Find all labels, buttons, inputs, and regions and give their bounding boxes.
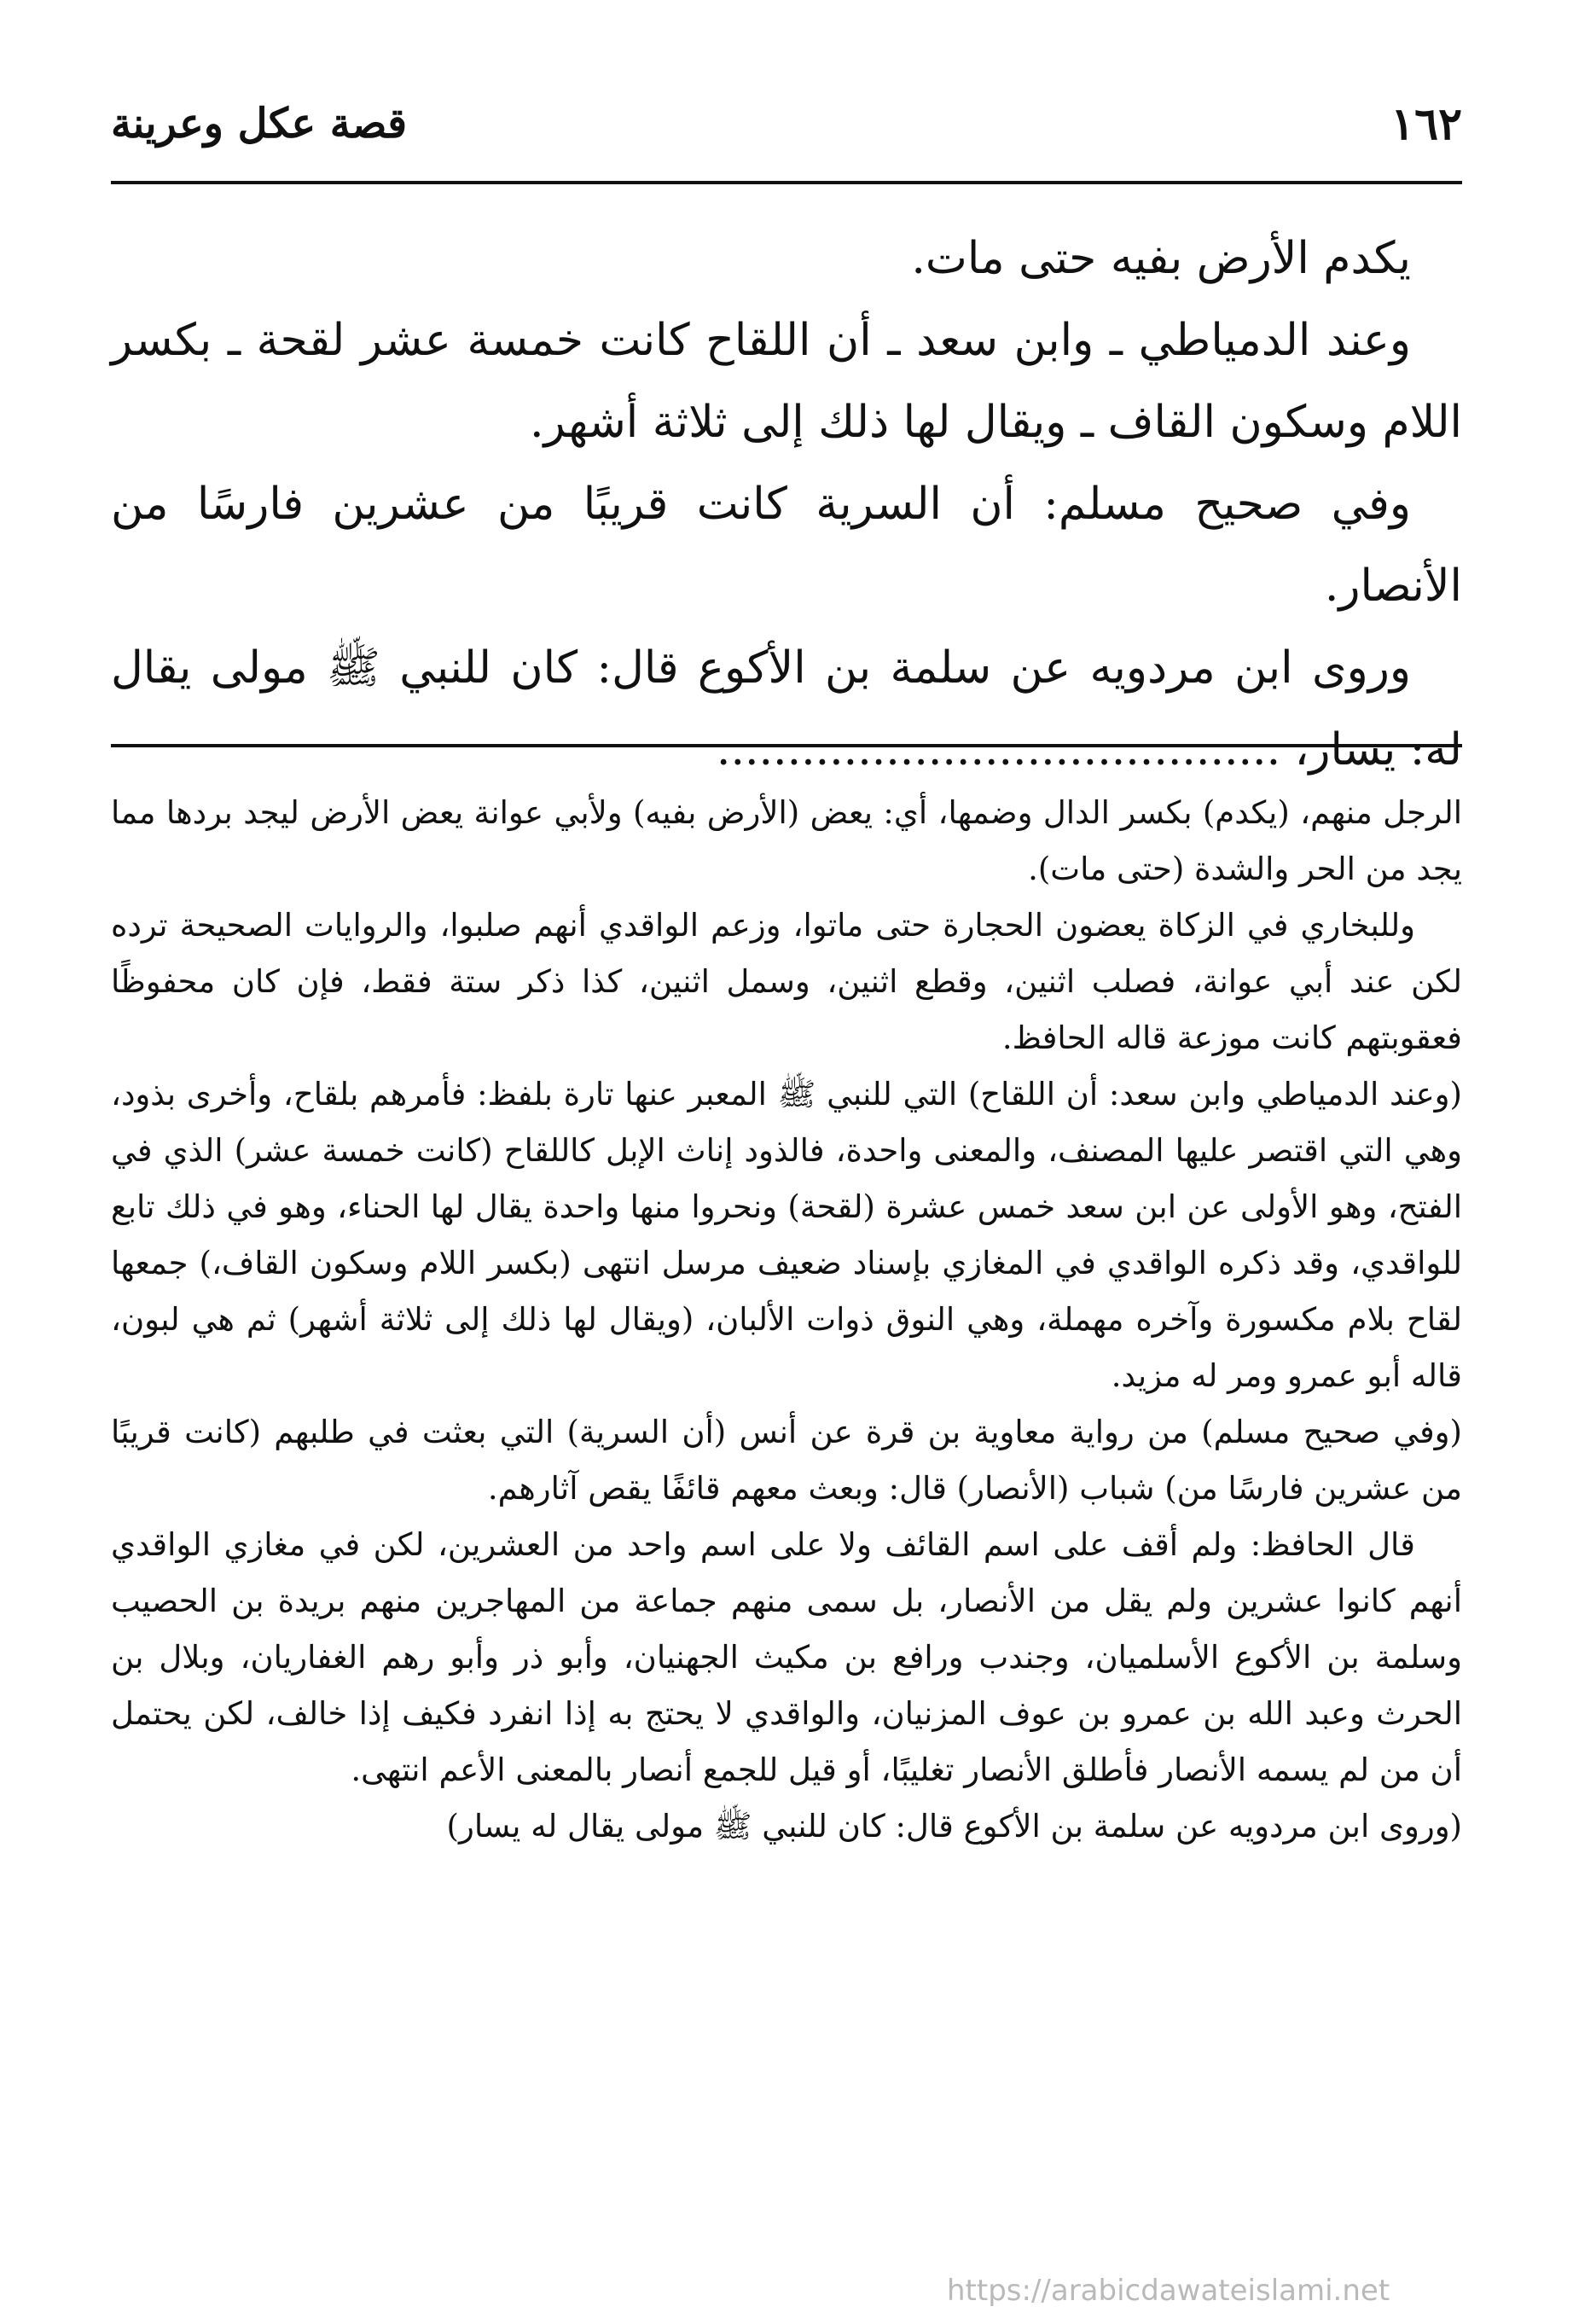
continuation-dots: ........................................ [716, 724, 1281, 776]
header-rule [111, 181, 1462, 184]
page-number: ١٦٢ [1390, 97, 1462, 150]
commentary-paragraph: (وفي صحيح مسلم) من رواية معاوية بن قرة عن أنس (أن السرية) التي بعثت في طلبهم (كانت قريبًا من عشرين فارسًا من) شباب (الأنصار) قال: وبعث معهم قائفًا يقص آثارهم. [111, 1414, 1462, 1507]
main-paragraph: يكدم الأرض بفيه حتى مات. [911, 233, 1411, 284]
page-header [111, 85, 1462, 162]
footnote-separator [111, 744, 1462, 747]
running-title: قصة عكل وعرينة [111, 100, 408, 148]
main-paragraph [111, 627, 1462, 791]
commentary-paragraph: وللبخاري في الزكاة يعضون الحجارة حتى ماتوا، وزعم الواقدي أنهم صلبوا، والروايات الصحيحة ترده لكن عند أبي عوانة، فصلب اثنين، وقطع اثنين، وسمل اثنين، كذا ذكر ستة فقط، فإن كان محفوظًا فعقوبتهم كانت موزعة قاله الحافظ. [111, 907, 1462, 1056]
main-paragraph-text: وروى ابن مردويه عن سلمة بن الأكوع قال: كان للنبي ﷺ مولى يقال له: يسار، [111, 642, 1462, 776]
main-paragraph: وفي صحيح مسلم: أن السرية كانت قريبًا من عشرين فارسًا من الأنصار. [111, 479, 1462, 612]
commentary-paragraph: (وعند الدمياطي وابن سعد: أن اللقاح) التي للنبي ﷺ المعبر عنها تارة بلفظ: فأمرهم بلقاح، وأخرى بذود، وهي التي اقتصر عليها المصنف، والمعنى واحدة، فالذود إناث الإبل كاللقاح (كانت خمسة عشر) الذي في الفتح، وهو الأولى عن ابن سعد خمس عشرة (لقحة) ونحروا منها واحدة يقال لها الحناء، وهو في ذلك تابع للواقدي، وقد ذكره الواقدي في المغازي بإسناد ضعيف مرسل انتهى (بكسر اللام وسكون القاف،) جمعها لقاح بلام مكسورة وآخره مهملة، وهي النوق ذوات الألبان، (ويقال لها ذلك إلى ثلاثة أشهر) ثم هي لبون، قاله أبو عمرو ومر له مزيد. [111, 1076, 1462, 1394]
watermark: https://arabicdawateislami.net [947, 2274, 1390, 2308]
main-text [111, 218, 1462, 791]
commentary [111, 785, 1462, 1855]
main-paragraph: وعند الدمياطي ـ وابن سعد ـ أن اللقاح كانت خمسة عشر لقحة ـ بكسر اللام وسكون القاف ـ ويقال لها ذلك إلى ثلاثة أشهر. [111, 315, 1462, 448]
commentary-paragraph: الرجل منهم، (يكدم) بكسر الدال وضمها، أي: يعض (الأرض بفيه) ولأبي عوانة يعض الأرض ليجد بردها مما يجد من الحر والشدة (حتى مات). [111, 794, 1462, 887]
commentary-paragraph: (وروى ابن مردويه عن سلمة بن الأكوع قال: كان للنبي ﷺ مولى يقال له يسار) [446, 1808, 1462, 1845]
commentary-paragraph: قال الحافظ: ولم أقف على اسم القائف ولا على اسم واحد من العشرين، لكن في مغازي الواقدي أنهم كانوا عشرين ولم يقل من الأنصار، بل سمى منهم جماعة من المهاجرين منهم بريدة بن الحصيب وسلمة بن الأكوع الأسلميان، وجندب ورافع بن مكيث الجهنيان، وأبو ذر وأبو رهم الغفاريان، وبلال بن الحرث وعبد الله بن عمرو بن عوف المزنيان، والواقدي لا يحتج به إذا انفرد فكيف إذا خالف، لكن يحتمل أن من لم يسمه الأنصار فأطلق الأنصار تغليبًا، أو قيل للجمع أنصار بالمعنى الأعم انتهى. [111, 1526, 1462, 1788]
